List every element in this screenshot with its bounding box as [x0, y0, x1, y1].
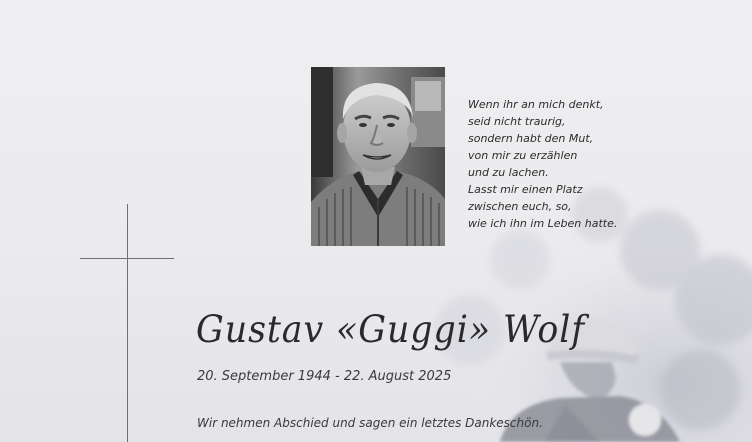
poem-line: zwischen euch, so, [468, 200, 572, 213]
poem-line: von mir zu erzählen [468, 149, 578, 162]
poem-verse [468, 96, 738, 232]
poem-line: seid nicht traurig, [468, 115, 566, 128]
life-dates: 20. September 1944 - 22. August 2025 [197, 369, 452, 384]
cross-icon-horizontal [80, 258, 174, 259]
poem-line: und zu lachen. [468, 166, 549, 179]
poem-line: sondern habt den Mut, [468, 132, 594, 145]
farewell-text: Wir nehmen Abschied und sagen ein letztes Dankeschön. [197, 416, 543, 430]
cross-icon-vertical [127, 204, 128, 442]
poem-line: Wenn ihr an mich denkt, [468, 98, 604, 111]
poem-line: Lasst mir einen Platz [468, 183, 583, 196]
portrait-photo [311, 67, 445, 246]
deceased-name: Gustav «Guggi» Wolf [196, 308, 586, 351]
poem-line: wie ich ihn im Leben hatte. [468, 217, 618, 230]
